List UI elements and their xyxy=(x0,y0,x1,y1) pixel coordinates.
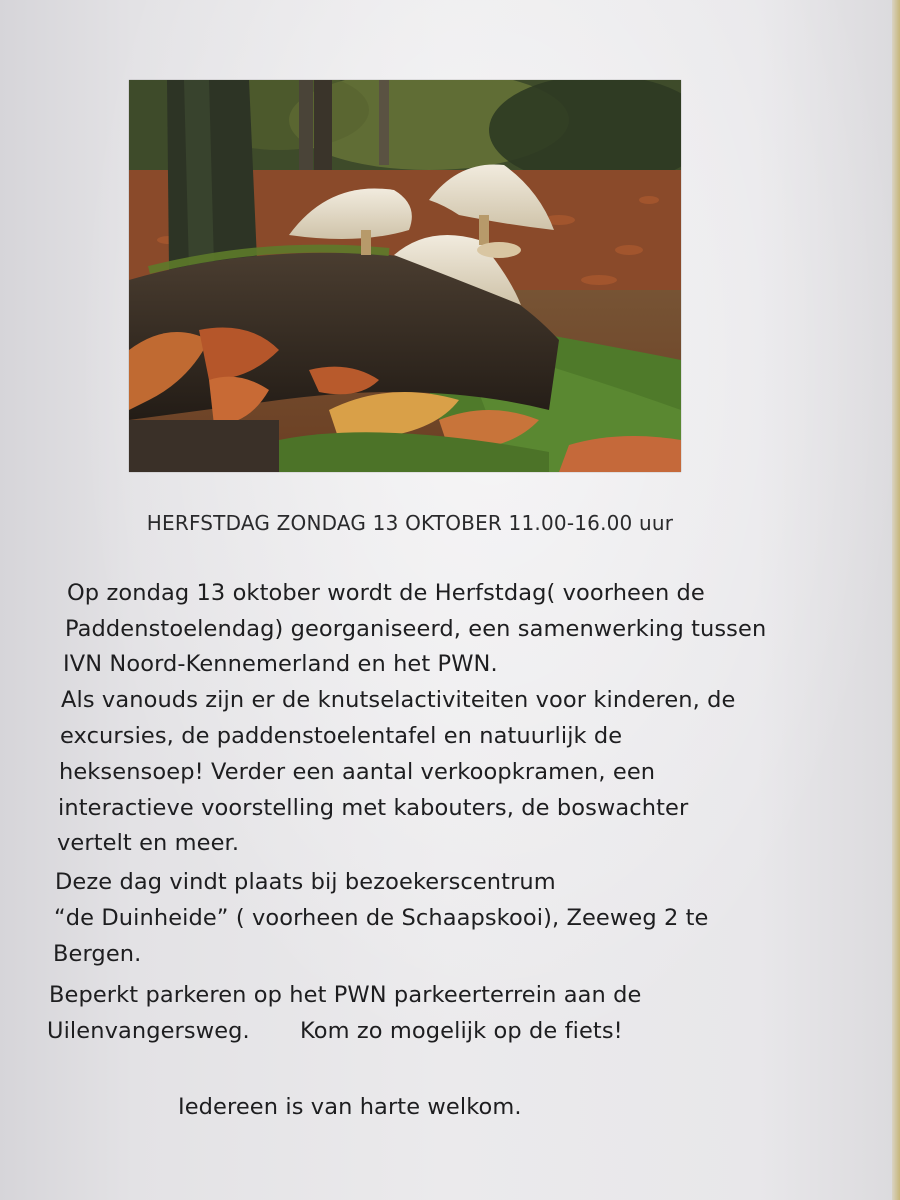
body-line: Kom zo mogelijk op de fiets! xyxy=(300,1018,623,1044)
body-line: “de Duinheide” ( voorheen de Schaapskooi), Zeeweg 2 te xyxy=(54,905,709,931)
body-line: heksensoep! Verder een aantal verkoopkramen, een xyxy=(59,759,656,785)
body-line: Op zondag 13 oktober wordt de Herfstdag( voorheen de xyxy=(67,580,705,606)
body-line: excursies, de paddenstoelentafel en natuurlijk de xyxy=(60,723,623,749)
body-line: interactieve voorstelling met kabouters, de boswachter xyxy=(58,795,689,821)
body-line: Paddenstoelendag) georganiseerd, een samenwerking tussen xyxy=(65,616,767,642)
body-line: IVN Noord-Kennemerland en het PWN. xyxy=(63,651,498,677)
background-edge xyxy=(892,0,900,1200)
body-line: Deze dag vindt plaats bij bezoekerscentrum xyxy=(55,869,556,895)
closing-line: Iedereen is van harte welkom. xyxy=(178,1094,522,1120)
body-line: Als vanouds zijn er de knutselactiviteiten voor kinderen, de xyxy=(61,687,736,713)
body-line: Bergen. xyxy=(53,941,142,967)
mushroom-photo xyxy=(129,80,681,472)
body-line: Uilenvangersweg. xyxy=(47,1018,250,1044)
body-line: vertelt en meer. xyxy=(57,830,240,856)
body-line: Beperkt parkeren op het PWN parkeerterrein aan de xyxy=(49,982,642,1008)
event-heading: HERFSTDAG ZONDAG 13 OKTOBER 11.00-16.00 uur xyxy=(146,511,674,535)
